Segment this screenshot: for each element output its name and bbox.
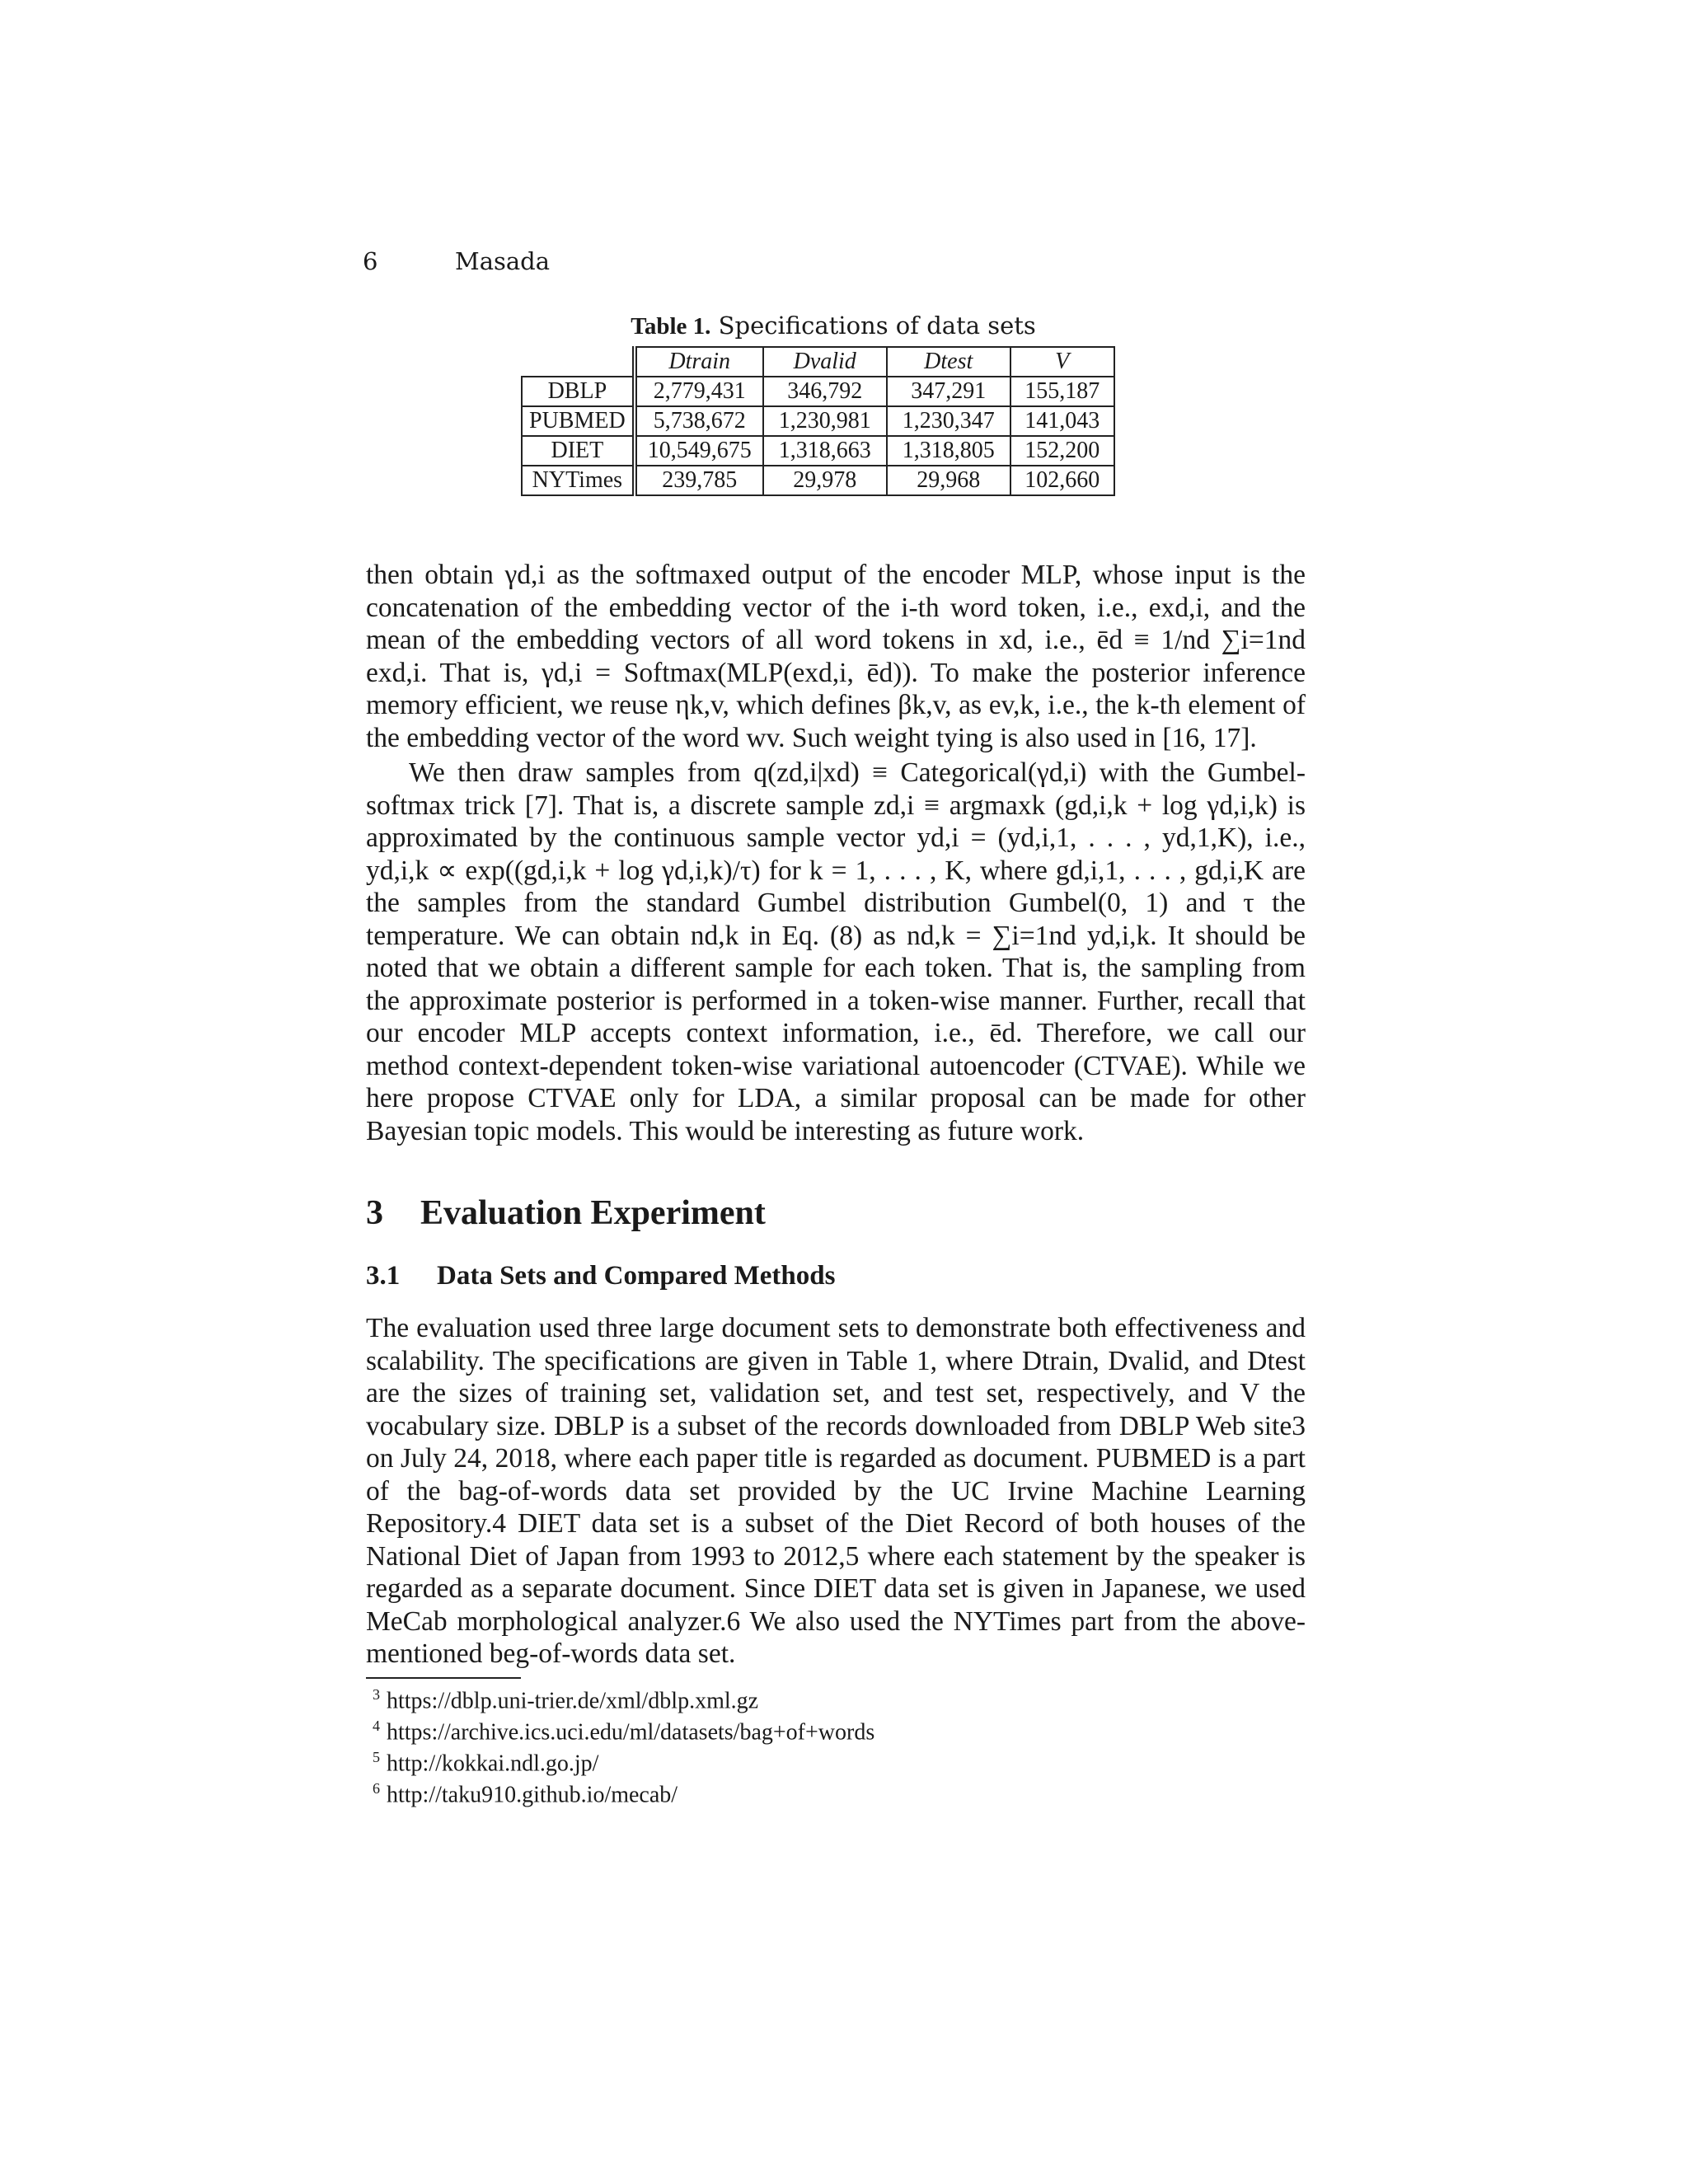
subsection-number: 3.1 xyxy=(366,1261,401,1291)
table-cell: 1,318,805 xyxy=(887,436,1010,466)
footnote-mark: 5 xyxy=(373,1749,380,1765)
subsection-title: Data Sets and Compared Methods xyxy=(437,1261,836,1291)
subsection-heading xyxy=(366,1261,835,1291)
table-corner-cell xyxy=(522,347,635,377)
footnote xyxy=(373,1780,678,1808)
row-label: PUBMED xyxy=(522,406,635,436)
row-label: DIET xyxy=(522,436,635,466)
table-cell: 10,549,675 xyxy=(635,436,763,466)
column-header-dtrain: Dtrain xyxy=(635,347,763,377)
table-cell: 346,792 xyxy=(763,377,887,406)
table-cell: 1,230,347 xyxy=(887,406,1010,436)
column-header-dtest: Dtest xyxy=(887,347,1010,377)
table-cell: 2,779,431 xyxy=(635,377,763,406)
table-row xyxy=(522,377,1114,406)
section-number: 3 xyxy=(366,1194,383,1232)
section-heading xyxy=(366,1193,766,1233)
footnote-mark: 4 xyxy=(373,1718,380,1734)
specifications-table xyxy=(521,346,1115,496)
column-header-v: V xyxy=(1010,347,1114,377)
paragraph-encoder: then obtain γd,i as the softmaxed output of the encoder MLP, whose input is the concatenation of the embedding vector of the i-th word token, i.e., exd,i, and the mean of the embedding vectors of all word tokens in xd, i.e., ēd ≡ 1/nd ∑i=1nd exd,i. That is, γd,i = Softmax(MLP(exd,i, ēd)). To make the posterior inference memory efficient, we reuse ηk,v, which defines βk,v, as ev,k, i.e., the k-th element of the embedding vector of the word wv. Such weight tying is also used in [16, 17]. xyxy=(366,560,1306,753)
table-caption-label: Table 1. xyxy=(631,313,711,340)
footnote xyxy=(373,1718,874,1746)
table-cell: 5,738,672 xyxy=(635,406,763,436)
table-cell: 29,978 xyxy=(763,466,887,495)
footnote-mark: 3 xyxy=(373,1686,380,1703)
table-caption xyxy=(363,312,1304,340)
footnote-mark: 6 xyxy=(373,1780,380,1797)
paragraph-data-sets: The evaluation used three large document sets to demonstrate both effectiveness and scalability. The specifications are given in Table 1, where Dtrain, Dvalid, and Dtest are the sizes of training set, validation set, and test set, respectively, and V the vocabulary size. DBLP is a subset of the records downloaded from DBLP Web site3 on July 24, 2018, where each paper title is regarded as document. PUBMED is a part of the bag-of-words data set provided by the UC Irvine Machine Learning Repository.4 DIET data set is a subset of the Diet Record of both houses of the National Diet of Japan from 1993 to 2012,5 where each statement by the speaker is regarded as a separate document. Since DIET data set is given in Japanese, we used MeCab morphological analyzer.6 We also used the NYTimes part from the above-mentioned beg-of-words data set. xyxy=(366,1313,1306,1669)
table-cell: 347,291 xyxy=(887,377,1010,406)
table-cell: 1,318,663 xyxy=(763,436,887,466)
table-cell: 29,968 xyxy=(887,466,1010,495)
table-row xyxy=(522,466,1114,495)
table-cell: 102,660 xyxy=(1010,466,1114,495)
table-cell: 1,230,981 xyxy=(763,406,887,436)
row-label: DBLP xyxy=(522,377,635,406)
footnote-link[interactable]: http://kokkai.ndl.go.jp/ xyxy=(387,1750,599,1777)
footnote-link[interactable]: https://dblp.uni-trier.de/xml/dblp.xml.gz xyxy=(387,1688,759,1714)
table-cell: 239,785 xyxy=(635,466,763,495)
running-author: Masada xyxy=(455,247,551,275)
footnote-link[interactable]: http://taku910.github.io/mecab/ xyxy=(387,1782,678,1808)
table-header-row xyxy=(522,347,1114,377)
table-caption-text: Specifications of data sets xyxy=(710,312,1036,340)
footnote-link[interactable]: https://archive.ics.uci.edu/ml/datasets/bag+of+words xyxy=(387,1719,875,1746)
column-header-dvalid: Dvalid xyxy=(763,347,887,377)
table-row xyxy=(522,406,1114,436)
page-number: 6 xyxy=(363,247,378,275)
section-title: Evaluation Experiment xyxy=(420,1194,766,1232)
footnote-rule xyxy=(366,1677,521,1679)
table-cell: 152,200 xyxy=(1010,436,1114,466)
row-label: NYTimes xyxy=(522,466,635,495)
footnote xyxy=(373,1686,758,1714)
footnote xyxy=(373,1749,598,1777)
table-row xyxy=(522,436,1114,466)
table-cell: 141,043 xyxy=(1010,406,1114,436)
paragraph-gumbel-softmax: We then draw samples from q(zd,i|xd) ≡ Categorical(γd,i) with the Gumbel-softmax trick [7]. That is, a discrete sample zd,i ≡ argmaxk (gd,i,k + log γd,i,k) is approximated by the continuous sample vector yd,i = (yd,i,1, . . . , yd,1,K), i.e., yd,i,k ∝ exp((gd,i,k + log γd,i,k)/τ) for k = 1, . . . , K, where gd,i,1, . . . , gd,i,K are the samples from the standard Gumbel distribution Gumbel(0, 1) and τ the temperature. We can obtain nd,k in Eq. (8) as nd,k = ∑i=1nd yd,i,k. It should be noted that we obtain a different sample for each token. That is, the sampling from the approximate posterior is performed in a token-wise manner. Further, recall that our encoder MLP accepts context information, i.e., ēd. Therefore, we call our method context-dependent token-wise variational autoencoder (CTVAE). While we here propose CTVAE only for LDA, a similar proposal can be made for other Bayesian topic models. This would be interesting as future work. xyxy=(366,757,1306,1146)
table-cell: 155,187 xyxy=(1010,377,1114,406)
